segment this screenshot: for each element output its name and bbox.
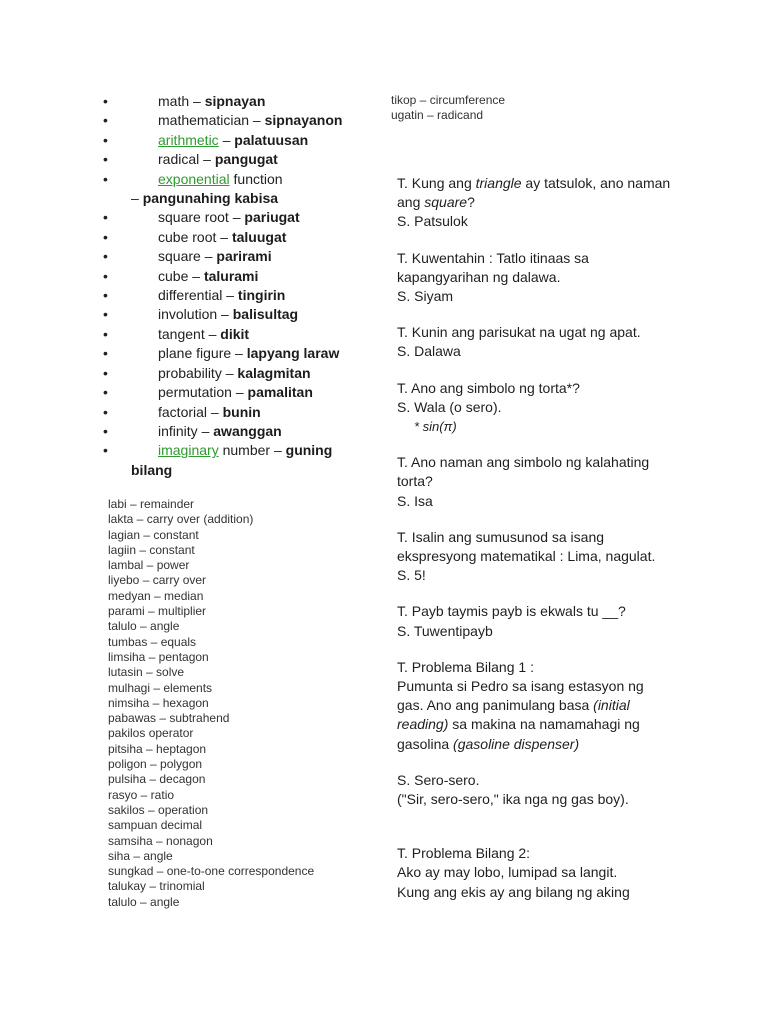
top-right-terms [391,93,505,123]
list-item: • infinity – awanggan [103,422,368,441]
answer: S. Siyam [397,288,454,305]
problem-text: Pumunta si Pedro sa isang estasyon ng gas. Ano ang panimulang basa (initial reading) sa makina na namamahagi ng gasolina (gasoline dispenser) [397,678,644,752]
answer-note: ("Sir, sero-sero," ika nga ng gas boy). [397,791,629,808]
answer: S. Sero-sero. [397,771,480,788]
bullet-icon [103,344,108,363]
glossary-item: lakta – carry over (addition) [108,512,254,527]
qa-block [397,323,672,361]
question: T. Kuwentahin : Tatlo itinaas sa kapangyarihan ng dalawa. [397,249,589,285]
qa-block [397,249,672,307]
glossary-item: nimsiha – hexagon [108,695,209,710]
glossary-item: medyan – median [108,588,204,603]
bullet-icon [103,286,108,305]
problem-text: Kung ang ekis ay ang bilang ng aking [397,883,630,900]
bullet-icon [103,403,108,422]
answer: S. Dalawa [397,343,461,360]
bullet-icon [103,441,108,460]
list-item: • math – sipnayan [103,92,368,111]
answer: S. Tuwentipayb [397,622,493,639]
list-item: • plane figure – lapyang laraw [103,344,368,363]
bullet-icon [103,150,108,169]
list-item: • involution – balisultag [103,305,368,324]
glossary-item: tumbas – equals [108,634,197,649]
list-item: • cube root – taluugat [103,228,368,247]
question: T. Isalin ang sumusunod sa isang ekspresyong matematikal : Lima, nagulat. [397,528,656,565]
glossary-item: talulo – angle [108,894,180,909]
glossary-list [108,497,368,910]
glossary-item: labi – remainder [108,497,195,511]
glossary-item: samsiha – nonagon [108,833,213,848]
math-terms-bullet-list [103,92,368,480]
list-item: • arithmetic – palatuusan [103,131,368,150]
arithmetic-link[interactable]: arithmetic [158,131,219,148]
glossary-item: parami – multiplier [108,604,207,619]
list-item: • square root – pariugat [103,208,368,227]
glossary-item: lagiin – constant [108,542,195,557]
glossary-item: sampuan decimal [108,818,203,833]
list-item: • tangent – dikit [103,325,368,344]
qa-block [397,174,672,232]
qa-block [397,844,672,902]
footnote: * sin(π) [414,419,457,435]
list-item: • square – parirami [103,247,368,266]
qa-block [397,379,672,437]
list-item: • probability – kalagmitan [103,364,368,383]
problem-text: Ako ay may lobo, lumipad sa langit. [397,864,618,881]
glossary-item: pulsiha – decagon [108,772,206,787]
question: T. Payb taymis payb is ekwals tu __? [397,603,626,620]
glossary-item: pakilos operator [108,726,194,741]
qa-section [397,174,672,919]
bullet-icon [103,383,108,402]
bullet-icon [103,247,108,266]
question: T. Ano naman ang simbolo ng kalahating torta? [397,454,650,490]
bullet-icon [103,422,108,441]
glossary-item: lutasin – solve [108,665,185,680]
qa-block [397,528,672,586]
bullet-icon [103,228,108,247]
bullet-icon [103,208,108,227]
answer: S. Patsulok [397,213,468,230]
question: T. Kunin ang parisukat na ugat ng apat. [397,324,641,341]
glossary-item: sungkad – one-to-one correspondence [108,864,315,879]
question: T. Kung ang triangle ay tatsulok, ano naman ang square? [397,175,671,211]
problem-title: T. Problema Bilang 2: [397,845,531,862]
list-item: • imaginary number – guning bilang [103,441,368,480]
glossary-item: mulhagi – elements [108,680,213,695]
list-item: • factorial – bunin [103,403,368,422]
spacer [397,754,672,771]
answer: S. Isa [397,492,433,509]
list-item: • exponential function – pangunahing kabisa [103,170,368,209]
bullet-icon [103,267,108,286]
glossary-item: talulo – angle [108,619,180,634]
question: T. Ano ang simbolo ng torta*? [397,379,580,396]
glossary-item: pabawas – subtrahend [108,711,230,726]
qa-block [397,453,672,511]
bullet-icon [103,364,108,383]
qa-block [397,658,672,809]
glossary-item: pitsiha – heptagon [108,741,207,756]
list-item: • mathematician – sipnayanon [103,111,368,130]
glossary-item: rasyo – ratio [108,787,175,802]
glossary-item: liyebo – carry over [108,573,207,588]
bullet-icon [103,325,108,344]
bullet-icon [103,92,108,111]
bullet-icon [103,131,108,150]
glossary-item: limsiha – pentagon [108,649,209,664]
imaginary-link[interactable]: imaginary [158,442,219,459]
answer: S. 5! [397,567,426,584]
bullet-icon [103,305,108,324]
glossary-item: lambal – power [108,558,190,573]
glossary-item: lagian – constant [108,527,199,542]
list-item: • differential – tingirin [103,286,368,305]
exponential-link[interactable]: exponential [158,170,230,187]
qa-block [397,602,672,640]
list-item: • cube – talurami [103,267,368,286]
term-line: tikop – circumference [391,93,506,107]
glossary-item: sakilos – operation [108,802,209,817]
glossary-item: poligon – polygon [108,757,203,772]
term-line: ugatin – radicand [391,108,484,122]
glossary-item: siha – angle [108,848,173,863]
bullet-icon [103,170,108,189]
bullet-icon [103,111,108,130]
list-item: • radical – pangugat [103,150,368,169]
glossary-item: talukay – trinomial [108,879,205,894]
list-item: • permutation – pamalitan [103,383,368,402]
answer: S. Wala (o sero). [397,398,502,415]
problem-title: T. Problema Bilang 1 : [397,658,534,675]
